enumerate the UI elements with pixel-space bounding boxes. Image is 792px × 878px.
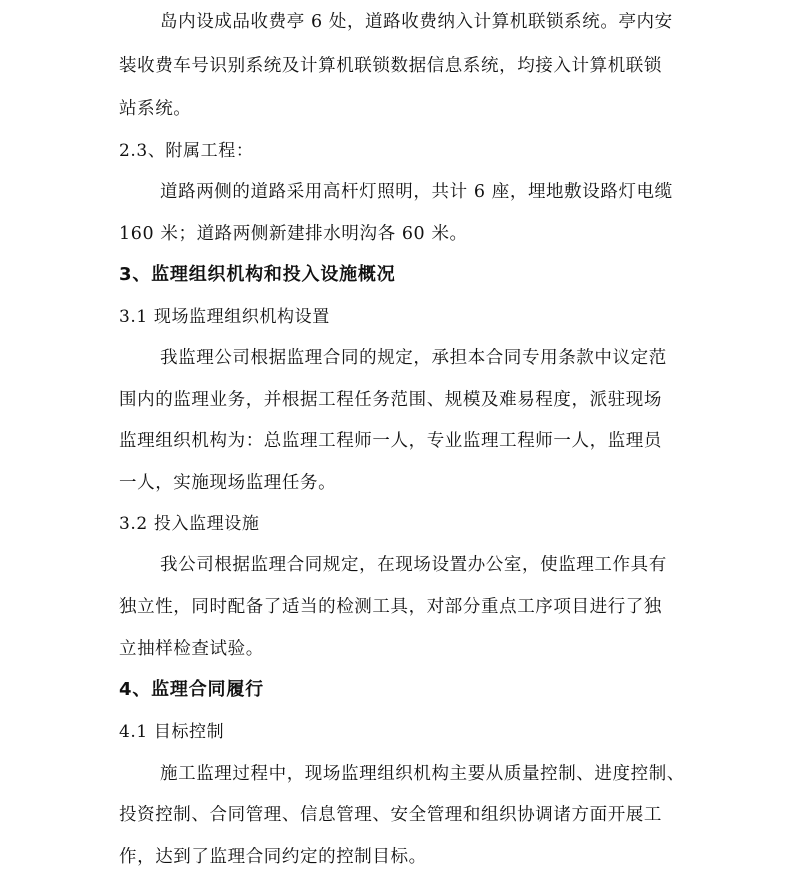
section-4-heading: 4、监理合同履行 xyxy=(119,679,264,700)
section-3-1-line-4: 一人，实施现场监理任务。 xyxy=(119,473,337,493)
section-2-3-line-2: 160 米；道路两侧新建排水明沟各 60 米。 xyxy=(119,224,468,244)
section-2-3-line-1: 道路两侧的道路采用高杆灯照明，共计 6 座，埋地敷设路灯电缆 xyxy=(160,182,673,202)
section-4-1-heading: 4.1 目标控制 xyxy=(119,722,225,742)
section-3-1-line-2: 围内的监理业务，并根据工程任务范围、规模及难易程度，派驻现场 xyxy=(119,390,662,410)
section-3-2-line-1: 我公司根据监理合同规定，在现场设置办公室，使监理工作具有 xyxy=(160,555,667,575)
para-toll-line-3: 站系统。 xyxy=(119,99,192,119)
section-4-1-line-1: 施工监理过程中，现场监理组织机构主要从质量控制、进度控制、 xyxy=(160,764,685,784)
section-3-2-line-3: 立抽样检查试验。 xyxy=(119,639,264,659)
section-3-2-line-2: 独立性，同时配备了适当的检测工具，对部分重点工序项目进行了独 xyxy=(119,597,662,617)
section-3-1-heading: 3.1 现场监理组织机构设置 xyxy=(119,307,330,327)
para-toll-line-2: 装收费车号识别系统及计算机联锁数据信息系统，均接入计算机联锁 xyxy=(119,56,662,76)
section-4-1-line-3: 作，达到了监理合同约定的控制目标。 xyxy=(119,847,427,867)
section-3-2-heading: 3.2 投入监理设施 xyxy=(119,514,260,534)
section-3-1-line-1: 我监理公司根据监理合同的规定，承担本合同专用条款中议定范 xyxy=(160,348,667,368)
section-2-3-heading: 2.3、附属工程： xyxy=(119,141,254,161)
para-toll-line-1: 岛内设成品收费亭 6 处，道路收费纳入计算机联锁系统。亭内安 xyxy=(160,12,673,32)
section-3-1-line-3: 监理组织机构为：总监理工程师一人，专业监理工程师一人，监理员 xyxy=(119,431,662,451)
section-4-1-line-2: 投资控制、合同管理、信息管理、安全管理和组织协调诸方面开展工 xyxy=(119,805,662,825)
section-3-heading: 3、监理组织机构和投入设施概况 xyxy=(119,264,396,285)
